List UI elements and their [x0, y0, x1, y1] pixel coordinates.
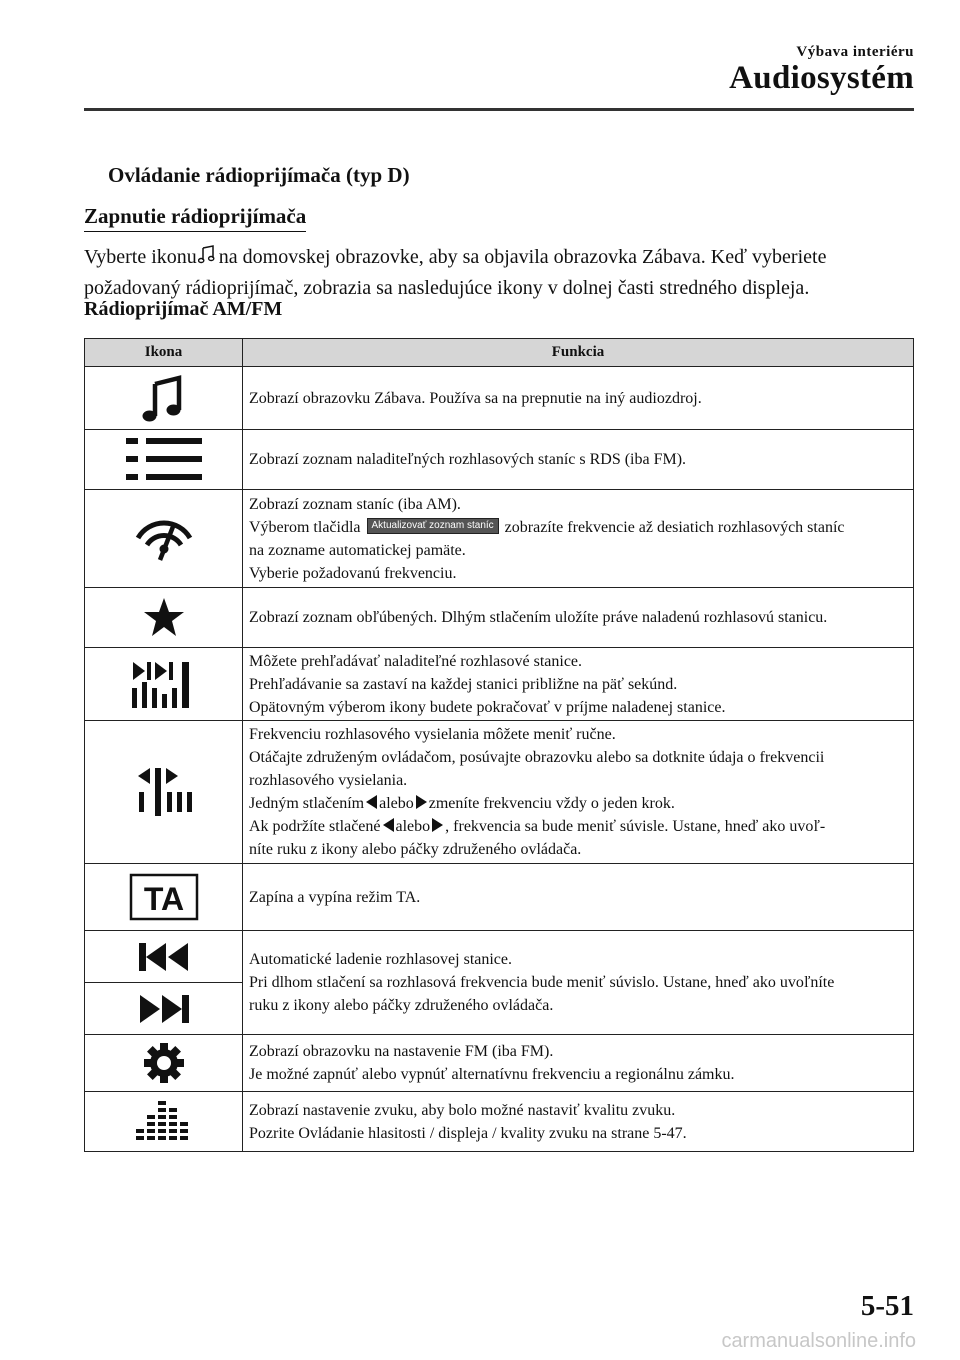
- table-row: [85, 490, 914, 588]
- page-reference-link[interactable]: Pozrite Ovládanie hlasitosti / displeja / kvality zvuku na strane 5-47.: [249, 1124, 687, 1142]
- table-row: [85, 648, 914, 721]
- station-list-icon: [124, 434, 204, 486]
- manual-tune-icon: [136, 766, 192, 818]
- table-row: [85, 1092, 914, 1152]
- table-row: [85, 1035, 914, 1092]
- music-note-icon: [198, 245, 216, 265]
- col-header-icon: Ikona: [85, 339, 243, 367]
- function-cell: Zobrazí zoznam staníc (iba AM). Výberom tlačidla Aktualizovať zoznam staníc zobrazíte frekvencie až desiatich rozhlasových staníc na zozname automatickej pamäte. Vyberie požadovanú frekvenciu.: [243, 490, 914, 588]
- intro-paragraph: [84, 242, 924, 304]
- ta-icon: [129, 873, 199, 921]
- triangle-left-icon: [382, 817, 395, 833]
- page-number: 5-51: [860, 1290, 914, 1322]
- table-header-row: [85, 339, 914, 367]
- function-cell: Frekvenciu rozhlasového vysielania môžete meniť ručne. Otáčajte združeným ovládačom, posúvajte obrazovku alebo sa dotknite údaja o frekvencii rozhlasového vysielania. Jedným stlačením alebo zmeníte frekvenciu vždy o jeden krok. Ak podržíte stlačené alebo , frekvencia sa bude meniť súvisle. Ustane, hneď ako uvoľ- níte ruku z ikony alebo páčky združeného ovládača.: [243, 721, 914, 864]
- header-chapter: Audiosystém: [729, 60, 914, 96]
- sound-settings-icon: [136, 1099, 192, 1145]
- function-cell: Zobrazí obrazovku Zábava. Používa sa na prepnutie na iný audiozdroj.: [243, 367, 914, 430]
- icon-function-table: [84, 338, 914, 1152]
- table-title: Rádioprijímač AM/FM: [84, 298, 283, 320]
- triangle-right-icon: [415, 794, 428, 810]
- icon-cell: [85, 1092, 243, 1152]
- table-row: [85, 931, 914, 983]
- watermark: carmanualsonline.info: [721, 1330, 916, 1352]
- scan-icon: [129, 658, 199, 710]
- icon-cell: [85, 648, 243, 721]
- icon-cell: [85, 588, 243, 648]
- function-cell: Zobrazí zoznam obľúbených. Dlhým stlačením uložíte práve naladenú rozhlasovú stanicu.: [243, 588, 914, 648]
- seek-forward-icon: [136, 992, 192, 1026]
- function-cell: Môžete prehľadávať naladiteľné rozhlasové stanice. Prehľadávanie sa zastaví na každej stanici približne na päť sekúnd. Opätovným výberom ikony budete pokračovať v príjme naladenej stanice.: [243, 648, 914, 721]
- star-icon: [142, 596, 186, 640]
- col-header-function: Funkcia: [243, 339, 914, 367]
- function-cell: Zapína a vypína režim TA.: [243, 864, 914, 931]
- table-row: [85, 588, 914, 648]
- header-section: Výbava interiéru: [796, 44, 914, 60]
- intro-line-2: požadovaný rádioprijímač, zobrazia sa nasledujúce ikony v dolnej časti stredného displeja.: [84, 277, 810, 299]
- ta-icon-text: TA: [143, 881, 184, 917]
- icon-cell: [85, 367, 243, 430]
- triangle-right-icon: [431, 817, 444, 833]
- header-divider: [84, 108, 914, 111]
- table-row: [85, 367, 914, 430]
- icon-cell: [85, 721, 243, 864]
- table-row: [85, 864, 914, 931]
- table-row: [85, 721, 914, 864]
- gear-icon: [142, 1041, 186, 1085]
- section-title: Ovládanie rádioprijímača (typ D): [108, 163, 410, 187]
- triangle-left-icon: [365, 794, 378, 810]
- function-cell: Zobrazí obrazovku na nastavenie FM (iba FM). Je možné zapnúť alebo vypnúť alternatívnu frekvenciu a regionálnu zámku.: [243, 1035, 914, 1092]
- function-cell: Automatické ladenie rozhlasovej stanice. Pri dlhom stlačení sa rozhlasová frekvencia bude meniť súvislo. Ustane, hneď ako uvoľníte ruku z ikony alebo páčky združeného ovládača.: [243, 931, 914, 1035]
- function-cell: Zobrazí nastavenie zvuku, aby bolo možné nastaviť kvalitu zvuku. Pozrite Ovládanie hlasitosti / displeja / kvality zvuku na strane 5-47.: [243, 1092, 914, 1152]
- icon-cell: [85, 931, 243, 983]
- icon-cell: [85, 864, 243, 931]
- icon-cell: [85, 490, 243, 588]
- intro-line-1: Vyberte ikonu na domovskej obrazovke, aby sa objavila obrazovka Zábava. Keď vyberiete: [84, 246, 827, 268]
- update-station-list-button[interactable]: Aktualizovať zoznam staníc: [367, 518, 499, 534]
- icon-cell: [85, 1035, 243, 1092]
- music-note-icon: [138, 372, 190, 424]
- radio-signal-icon: [134, 516, 194, 562]
- icon-cell: [85, 430, 243, 490]
- seek-back-icon: [136, 940, 192, 974]
- function-cell: Zobrazí zoznam naladiteľných rozhlasových staníc s RDS (iba FM).: [243, 430, 914, 490]
- table-row: [85, 430, 914, 490]
- icon-cell: [85, 983, 243, 1035]
- subsection-title: Zapnutie rádioprijímača: [84, 204, 306, 232]
